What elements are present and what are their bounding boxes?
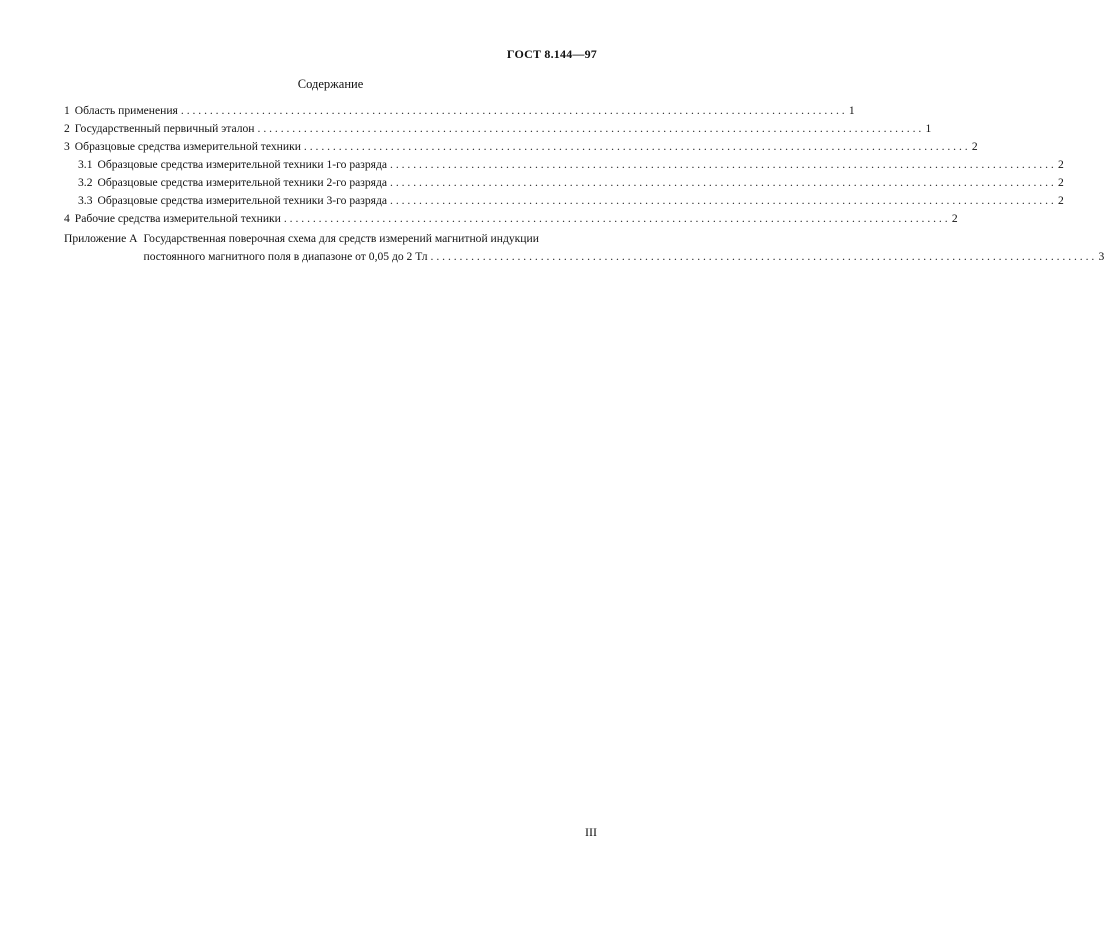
appendix-title-block bbox=[144, 230, 1104, 266]
toc-entry-number: 3.1 bbox=[78, 158, 93, 171]
dot-leader bbox=[390, 192, 1054, 210]
dot-leader bbox=[181, 102, 845, 120]
toc-entry-title: Государственный первичный эталон bbox=[74, 122, 255, 135]
appendix-title-line-2: постоянного магнитного поля в диапазоне от 0,05 до 2 Тл bbox=[143, 250, 428, 263]
toc-entry-3-1[interactable] bbox=[64, 156, 1064, 174]
toc-entry-page: 1 bbox=[848, 104, 855, 117]
toc-entry-number: 4 bbox=[64, 212, 70, 225]
toc-entry-title: Образцовые средства измерительной техники 2-го разряда bbox=[97, 176, 388, 189]
appendix-title-line-1: Государственная поверочная схема для средств измерений магнитной индукции bbox=[143, 232, 539, 245]
toc-entry-title: Образцовые средства измерительной техники bbox=[74, 140, 301, 153]
toc-entry-3-3[interactable] bbox=[64, 192, 1064, 210]
toc-entry-page: 1 bbox=[925, 122, 932, 135]
toc-entry-title: Образцовые средства измерительной техники 3-го разряда bbox=[97, 194, 388, 207]
toc-entry-page: 2 bbox=[1057, 176, 1064, 189]
dot-leader bbox=[431, 248, 1095, 266]
appendix-label: Приложение А bbox=[64, 232, 138, 245]
toc-entry-1[interactable] bbox=[64, 102, 855, 120]
toc-entry-3[interactable] bbox=[64, 138, 978, 156]
dot-leader bbox=[304, 138, 968, 156]
toc-entry-number: 1 bbox=[64, 104, 70, 117]
table-of-contents bbox=[64, 102, 1104, 266]
toc-entry-4[interactable] bbox=[64, 210, 958, 228]
dot-leader bbox=[284, 210, 948, 228]
toc-entry-number: 3.3 bbox=[78, 194, 93, 207]
dot-leader bbox=[258, 120, 922, 138]
appendix-page: 3 bbox=[1098, 250, 1104, 263]
toc-entry-3-2[interactable] bbox=[64, 174, 1064, 192]
toc-entry-number: 2 bbox=[64, 122, 70, 135]
toc-entry-title: Область применения bbox=[74, 104, 178, 117]
page-number: III bbox=[585, 825, 597, 839]
dot-leader bbox=[390, 156, 1054, 174]
document-code: ГОСТ 8.144—97 bbox=[506, 47, 597, 61]
toc-entry-title: Образцовые средства измерительной техники 1-го разряда bbox=[97, 158, 388, 171]
dot-leader bbox=[390, 174, 1054, 192]
toc-entry-page: 2 bbox=[971, 140, 978, 153]
toc-entry-page: 2 bbox=[951, 212, 958, 225]
appendix-title-line-2-row bbox=[144, 248, 1104, 266]
toc-entry-page: 2 bbox=[1057, 158, 1064, 171]
toc-title: Содержание bbox=[297, 77, 364, 91]
toc-entry-appendix-a[interactable] bbox=[64, 230, 1104, 266]
toc-entry-title: Рабочие средства измерительной техники bbox=[74, 212, 281, 225]
toc-entry-number: 3.2 bbox=[78, 176, 93, 189]
toc-entry-page: 2 bbox=[1057, 194, 1064, 207]
toc-entry-number: 3 bbox=[64, 140, 70, 153]
toc-entry-2[interactable] bbox=[64, 120, 932, 138]
